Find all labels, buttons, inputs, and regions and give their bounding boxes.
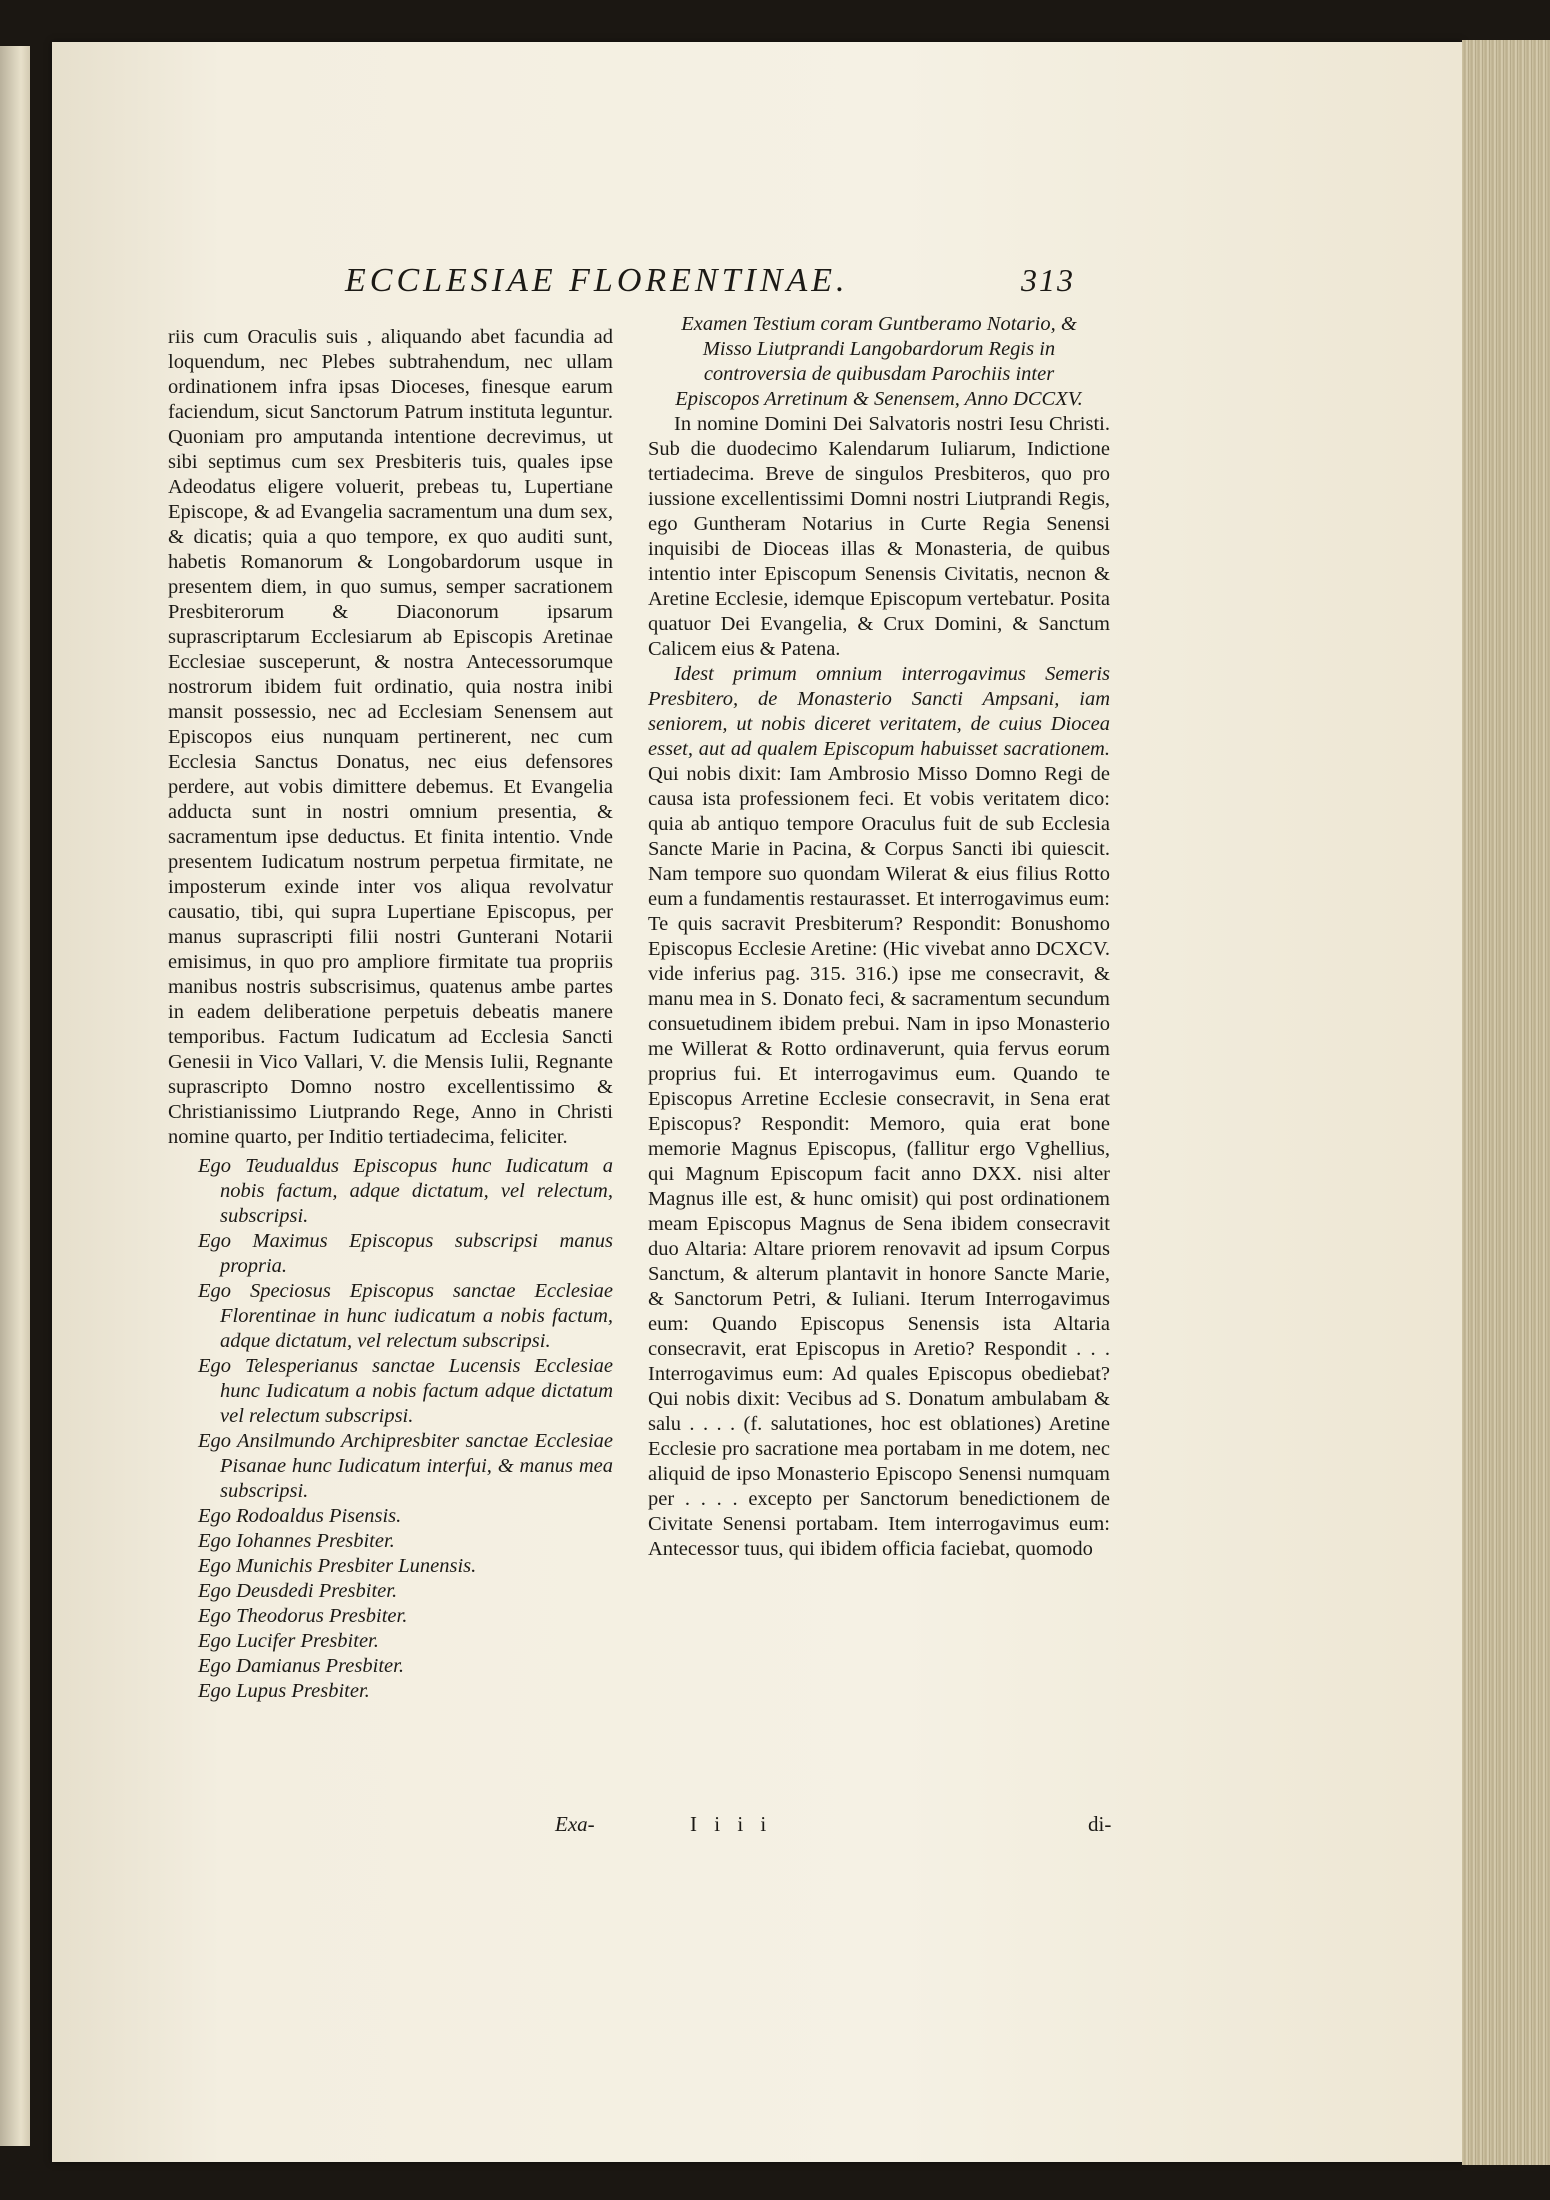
right-paragraph-2 <box>648 662 1110 1562</box>
signature-line: Ego Teudualdus Episcopus hunc Iudicatum a nobis factum, adque dictatum, vel relectum, subscripsi. <box>198 1155 613 1227</box>
signature-line: Ego Deusdedi Presbiter. <box>198 1580 398 1602</box>
signature-line: Ego Lupus Presbiter. <box>198 1680 370 1702</box>
left-catchword: Exa- <box>555 1812 595 1836</box>
signature-line: Ego Rodoaldus Pisensis. <box>198 1505 402 1527</box>
signature-line: Ego Theodorus Presbiter. <box>198 1605 408 1627</box>
section-rubric: Examen Testium coram Guntberamo Notario, & Misso Liutprandi Langobardorum Regis in controversia de quibusdam Parochiis inter Episcopos Arretinum & Senensem, Anno DCCXV. <box>675 313 1083 410</box>
paragraph-2-text: Qui nobis dixit: Iam Ambrosio Misso Domno Regi de causa ista professionem feci. Et vobis veritatem dico: quia ab antiquo tempore Oraculus fuit de sub Ecclesia Sancte Marie in Pacina, & Corpus Sancti ibi quiescit. Nam tempore suo quondam Wilerat & eius filius Rotto eum a fundamentis restaurasset. Et interrogavimus eum: Te quis sacravit Presbiterum? Respondit: Bonushomo Episcopus Ecclesie Aretine: (Hic vivebat anno DCXCV. vide inferius pag. 315. 316.) ipse me consecravit, & manu mea in S. Donato feci, & sacramentum secundum consuetudinem ibidem prebui. Nam in ipso Monasterio me Willerat & Rotto ordinaverunt, quia fervus eorum proprius fui. Et interrogavimus eum. Quando te Episcopus Arretine Ecclesie consecravit, in Sena erat Episcopus? Respondit: Memoro, quia erat bone memorie Magnus Episcopus, (fallitur ergo Vghellius, qui Magnum Episcopum facit anno DXX. nisi alter Magnus ille est, & hunc omisit) qui post ordinationem meam Episcopus Magnus de Sena ibidem consecravit duo Altaria: Altare priorem renovavit ad ipsum Corpus Sanctum, & alterum plantavit in honore Sancte Marie, & Sanctorum Petri, & Iuliani. Iterum Interrogavimus eum: Quando Episcopus Senensis ista Altaria consecravit, erat Episcopus in Aretio? Respondit . . . Interrogavimus eum: Ad quales Episcopus obediebat? Qui nobis dixit: Vecibus ad S. Donatum ambulabam & salu . . . . (f. salutationes, hoc est oblationes) Aretine Ecclesie pro sacratione mea portabam in me dotem, nec aliquid de ipso Monasterio Episcopo Senensi numquam per . . . . excepto per Sanctorum benedictionem de Civitate Senensi portabam. Item interrogavimus eum: Antecessor tuus, qui ibidem officia faciebat, quomodo <box>648 763 1110 1560</box>
signature-line: Ego Ansilmundo Archipresbiter sanctae Ecclesiae Pisanae hunc Iudicatum interfui, & manus mea subscripsi. <box>198 1430 613 1502</box>
signature-line: Ego Telesperianus sanctae Lucensis Ecclesiae hunc Iudicatum a nobis factum adque dictatum vel relectum subscripsi. <box>198 1355 613 1427</box>
running-title: ECCLESIAE FLORENTINAE. <box>345 262 849 299</box>
page-header <box>345 262 1075 312</box>
signature-line: Ego Iohannes Presbiter. <box>198 1530 395 1552</box>
facing-page-edge <box>0 46 30 2146</box>
page-number: 313 <box>1021 262 1075 298</box>
signature-mark: I i i i <box>690 1812 773 1836</box>
right-paragraph-1: In nomine Domini Dei Salvatoris nostri Iesu Christi. Sub die duodecimo Kalendarum Iuliarum, Indictione tertiadecima. Breve de singulos Presbiteros, quo pro iussione excellentissimi Domni nostri Liutprandi Regis, ego Guntheram Notarius in Curte Regia Senensi inquisibi de Dioceas illas & Monasteria, de quibus intentio inter Episcopum Senensis Civitatis, necnon & Aretine Ecclesie, idemque Episcopum vertebatur. Posita quatuor Dei Evangelia, & Crux Domini, & Sanctum Calicem eius & Patena. <box>648 413 1110 660</box>
paragraph-2-italic-lead: Idest primum omnium interrogavimus Semeris Presbitero, de Monasterio Sancti Ampsani, iam seniorem, ut nobis diceret veritatem, de cuius Diocea esset, aut ad qualem Episcopum habuisset sacrationem. <box>648 663 1110 760</box>
signature-line: Ego Lucifer Presbiter. <box>198 1630 379 1652</box>
signature-line: Ego Munichis Presbiter Lunensis. <box>198 1555 477 1577</box>
signature-line: Ego Maximus Episcopus subscripsi manus propria. <box>198 1230 613 1277</box>
right-catchword: di- <box>1088 1812 1112 1836</box>
left-column <box>168 325 613 1704</box>
signature-line: Ego Damianus Presbiter. <box>198 1655 404 1677</box>
left-body-text: riis cum Oraculis suis , aliquando abet facundia ad loquendum, nec Plebes subtrahendum, nec ullam ordinationem infra ipsas Dioceses, finesque earum faciendum, sicut Sanctorum Patrum instituta leguntur. Quoniam pro amputanda intentione decrevimus, ut sibi septimus cum sex Presbiteris tuis, quales ipse Adeodatus eligere voluerit, prebeas tu, Lupertiane Episcope, & ad Evangelia sacramentum una dum sex, & dicatis; quia a quo tempore, ex quo auditi sunt, habetis Romanorum & Longobardorum usque in presentem diem, in quo sumus, semper sacrationem Presbiterorum & Diaconorum ipsarum suprascriptarum Ecclesiarum ab Episcopis Aretinae Ecclesiae susceperunt, & nostra Antecessorumque nostrorum ibidem fuit ordinatio, quia nostra inibi mansit possessio, nec ad Ecclesiam Senensem aut Episcopos eius nunquam pertinerent, nec cum Ecclesia Sanctus Donatus, nec eius defensores perdere, aut vobis dimittere debemus. Et Evangelia adducta sunt in nostri omnium presentia, & sacramentum ipse deductus. Et finita intentio. Vnde presentem Iudicatum nostrum perpetua firmitate, ne imposterum exinde inter vos aliqua revolvatur causatio, tibi, qui supra Lupertiane Episcopus, per manus suprascripti filii nostri Gunterani Notarii emisimus, in quo pro ampliore firmitate tua propriis manibus nostris subscrisimus, quatenus ambe partes in eadem deliberatione perpetuis debeatis manere temporibus. Factum Iudicatum ad Ecclesia Sancti Genesii in Vico Vallari, V. die Mensis Iulii, Regnante suprascripto Domno nostro excellentissimo & Christianissimo Liutprando Rege, Anno in Christi nomine quarto, per Inditio tertiadecima, feliciter. <box>168 326 613 1148</box>
signature-line: Ego Speciosus Episcopus sanctae Ecclesiae Florentinae in hunc iudicatum a nobis factum, adque dictatum, vel relectum subscripsi. <box>198 1280 613 1352</box>
right-column <box>648 312 1110 1562</box>
signature-list <box>168 1154 613 1704</box>
page-block-edges <box>1462 40 1550 2165</box>
